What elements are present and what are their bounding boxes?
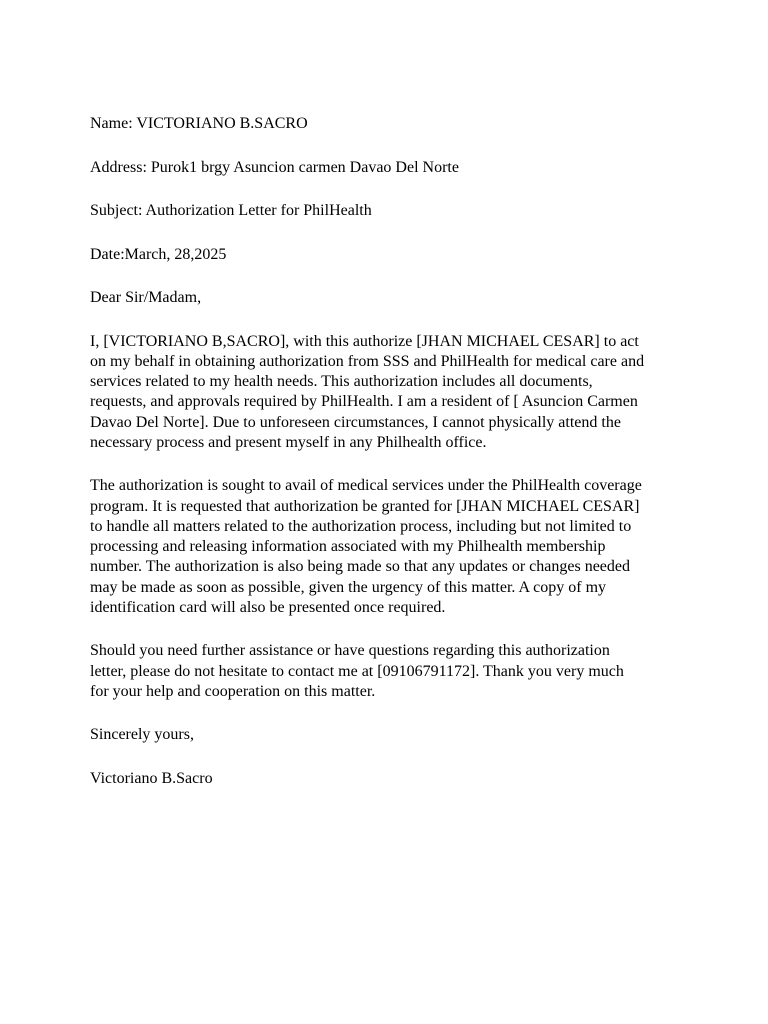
paragraph-1-line: requests, and approvals required by PhilHealth. I am a resident of [ Asuncion Carmen	[90, 393, 638, 411]
date-line: Date:March, 28,2025	[90, 245, 227, 263]
paragraph-2	[90, 476, 682, 618]
name-line: Name: VICTORIANO B.SACRO	[90, 115, 308, 132]
paragraph-3-line: Should you need further assistance or have questions regarding this authorization	[90, 642, 610, 660]
signature-name: Victoriano B.Sacro	[90, 769, 213, 787]
paragraph-2-line: program. It is requested that authorization be granted for [JHAN MICHAEL CESAR]	[90, 497, 640, 515]
paragraph-2-line: The authorization is sought to avail of medical services under the PhilHealth coverage	[90, 477, 642, 495]
paragraph-1-line: services related to my health needs. This authorization includes all documents,	[90, 373, 593, 391]
paragraph-2-line: number. The authorization is also being made so that any updates or changes needed	[90, 558, 630, 576]
paragraph-1-line: necessary process and present myself in any Philhealth office.	[90, 433, 487, 451]
paragraph-1-line: Davao Del Norte]. Due to unforeseen circumstances, I cannot physically attend the	[90, 413, 621, 431]
paragraph-3	[90, 641, 682, 702]
paragraph-1	[90, 332, 682, 454]
closing: Sincerely yours,	[90, 726, 194, 744]
paragraph-2-line: identification card will also be presented once required.	[90, 599, 446, 617]
paragraph-1-line: on my behalf in obtaining authorization from SSS and PhilHealth for medical care and	[90, 352, 645, 370]
paragraph-1-line: I, [VICTORIANO B,SACRO], with this authorize [JHAN MICHAEL CESAR] to act	[90, 332, 639, 350]
salutation: Dear Sir/Madam,	[90, 289, 202, 306]
paragraph-3-line: for your help and cooperation on this matter.	[90, 682, 376, 700]
paragraph-2-line: processing and releasing information associated with my Philhealth membership	[90, 538, 606, 556]
paragraph-3-line: letter, please do not hesitate to contact me at [09106791172]. Thank you very much	[90, 662, 624, 680]
paragraph-2-line: to handle all matters related to the authorization process, including but not limited to	[90, 517, 632, 535]
address-line: Address: Purok1 brgy Asuncion carmen Davao Del Norte	[90, 158, 459, 176]
subject-line: Subject: Authorization Letter for PhilHealth	[90, 202, 372, 219]
paragraph-2-line: may be made as soon as possible, given the urgency of this matter. A copy of my	[90, 578, 607, 596]
